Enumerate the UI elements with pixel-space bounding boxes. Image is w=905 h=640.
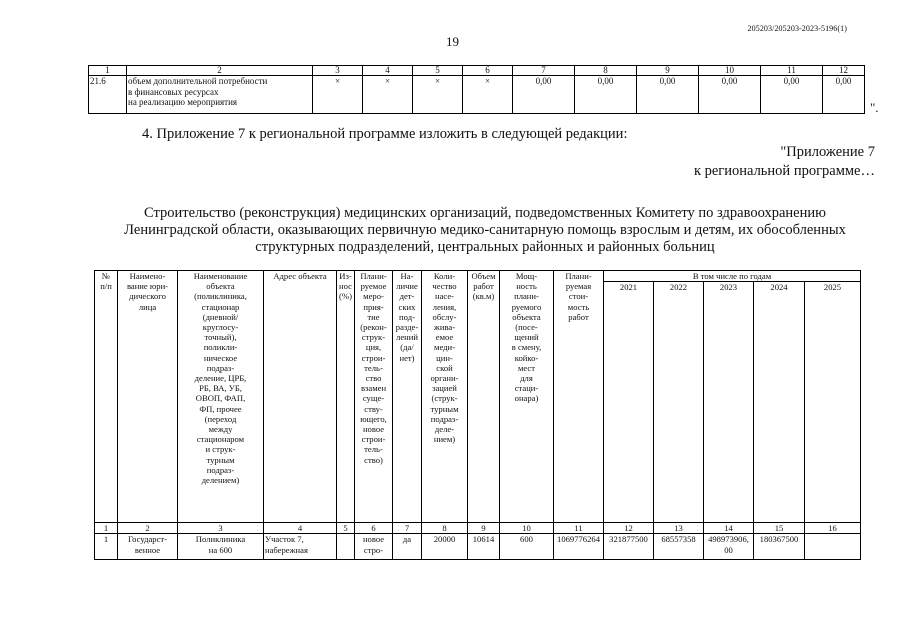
text-line: (струк- bbox=[431, 393, 458, 404]
text-line: строи- bbox=[361, 434, 386, 445]
text-line: ническое bbox=[203, 352, 238, 363]
col-number: 8 bbox=[575, 66, 637, 76]
text-line: ству- bbox=[364, 403, 383, 414]
text-line: обслу- bbox=[432, 311, 457, 322]
header-capacity bbox=[500, 271, 554, 523]
text-line: Из- bbox=[339, 271, 352, 281]
appendix-label: "Приложение 7 bbox=[780, 144, 875, 160]
row-wear bbox=[337, 534, 355, 560]
text-line: ФП, прочее bbox=[199, 403, 242, 414]
table-row bbox=[95, 534, 861, 560]
text-line: руемая bbox=[565, 281, 592, 292]
text-line: 00 bbox=[724, 544, 733, 555]
col-number: 12 bbox=[604, 523, 654, 534]
table-cell: 0,00 bbox=[575, 76, 637, 114]
text-line: ских bbox=[398, 301, 416, 312]
header-planned-event bbox=[355, 271, 393, 523]
col-number: 2 bbox=[118, 523, 178, 534]
text-line: подраз- bbox=[430, 413, 459, 424]
text-line: взамен bbox=[360, 383, 387, 394]
col-number: 5 bbox=[337, 523, 355, 534]
text-line: прия- bbox=[363, 301, 384, 312]
appendix-sublabel: к региональной программе… bbox=[693, 163, 875, 179]
col-number: 4 bbox=[363, 66, 413, 76]
text-line: (кв.м) bbox=[472, 291, 495, 302]
text-line: Мощ- bbox=[515, 271, 538, 281]
text-line: Плани- bbox=[565, 271, 592, 281]
header-year: 2024 bbox=[754, 282, 805, 523]
page-title bbox=[90, 205, 880, 256]
col-number: 6 bbox=[463, 66, 513, 76]
text-line: руемого bbox=[511, 301, 542, 312]
row-event bbox=[355, 534, 393, 560]
row-volume: 10614 bbox=[468, 534, 500, 560]
text-line: суще- bbox=[362, 393, 385, 404]
text-line: новое bbox=[362, 534, 385, 545]
text-line: стаци- bbox=[514, 383, 539, 394]
table-cell: 0,00 bbox=[637, 76, 699, 114]
text-line: на 600 bbox=[208, 544, 233, 555]
text-line: ство bbox=[365, 373, 382, 384]
col-number: 3 bbox=[178, 523, 264, 534]
text-line: чество bbox=[432, 281, 457, 292]
col-number: 16 bbox=[805, 523, 861, 534]
table-cell: × bbox=[413, 76, 463, 114]
text-line: стро- bbox=[363, 544, 384, 555]
row-name-line: на реализацию мероприятия bbox=[128, 97, 238, 107]
row-name-line: в финансовых ресурсах bbox=[128, 86, 219, 97]
text-line: деле- bbox=[434, 424, 455, 435]
header-wear bbox=[337, 271, 355, 523]
text-line: Государст- bbox=[127, 534, 168, 545]
text-line: круглосу- bbox=[202, 322, 239, 333]
text-line: цин- bbox=[436, 352, 453, 363]
text-line: работ bbox=[568, 311, 589, 322]
table-cell: 0,00 bbox=[513, 76, 575, 114]
col-number: 8 bbox=[422, 523, 468, 534]
table-cell: × bbox=[363, 76, 413, 114]
col-number: 2 bbox=[127, 66, 313, 76]
header-row-1 bbox=[95, 271, 861, 282]
header-year: 2023 bbox=[704, 282, 754, 523]
col-number: 4 bbox=[264, 523, 337, 534]
page-number: 19 bbox=[446, 34, 459, 49]
text-line: тель- bbox=[364, 444, 383, 455]
table-cell: × bbox=[463, 76, 513, 114]
text-line: Участок 7, bbox=[265, 534, 304, 545]
text-line: меди- bbox=[434, 342, 455, 353]
text-line: подраз- bbox=[206, 464, 235, 475]
col-number: 15 bbox=[754, 523, 805, 534]
text-line: под- bbox=[399, 311, 415, 322]
text-line: ность bbox=[516, 281, 537, 292]
text-line: стационар bbox=[201, 301, 240, 312]
text-line: (%) bbox=[339, 291, 352, 302]
top-table-column-numbers bbox=[89, 66, 865, 76]
col-number: 9 bbox=[468, 523, 500, 534]
text-line: объекта bbox=[512, 311, 541, 322]
text-line: лица bbox=[138, 301, 157, 312]
text-line: емое bbox=[435, 332, 454, 343]
text-line: деление, ЦРБ, bbox=[194, 373, 247, 384]
text-line: струк- bbox=[361, 332, 386, 343]
text-line: делением) bbox=[201, 475, 240, 486]
column-numbers-row bbox=[95, 523, 861, 534]
text-line: нос bbox=[339, 281, 352, 292]
text-line: для bbox=[520, 373, 533, 384]
col-number: 1 bbox=[89, 66, 127, 76]
title-line: Строительство (реконструкция) медицинских организаций, подведомственных Комитету по здравоохранению bbox=[144, 205, 826, 221]
text-line: На- bbox=[400, 271, 414, 281]
text-line: койко- bbox=[514, 352, 539, 363]
row-address bbox=[264, 534, 337, 560]
text-line: разде- bbox=[395, 322, 419, 333]
text-line: мест bbox=[517, 362, 536, 373]
col-number: 11 bbox=[554, 523, 604, 534]
text-line: онара) bbox=[514, 393, 539, 404]
text-line: (переход bbox=[204, 413, 237, 424]
text-line: жива- bbox=[433, 322, 456, 333]
text-line: Наимено- bbox=[129, 271, 166, 281]
header-volume bbox=[468, 271, 500, 523]
text-line: Коли- bbox=[433, 271, 456, 281]
title-line: структурных подразделений, центральных районных и районных больниц bbox=[255, 239, 715, 255]
header-object-name bbox=[178, 271, 264, 523]
header-no: № п/п bbox=[95, 271, 118, 523]
text-line: стои- bbox=[568, 291, 589, 302]
text-line: набережная bbox=[265, 544, 308, 555]
text-line: объекта bbox=[206, 281, 235, 292]
col-number: 14 bbox=[704, 523, 754, 534]
text-line: Поликлиника bbox=[195, 534, 246, 545]
row-legal-entity bbox=[118, 534, 178, 560]
header-planned-cost bbox=[554, 271, 604, 523]
main-table bbox=[94, 270, 861, 560]
text-line: мость bbox=[567, 301, 590, 312]
row-capacity: 600 bbox=[500, 534, 554, 560]
text-line: лений bbox=[396, 332, 418, 343]
document-id: 205203/205203-2023-5196(1) bbox=[747, 24, 847, 33]
col-number: 9 bbox=[637, 66, 699, 76]
text-line: ской bbox=[436, 362, 453, 373]
text-line: точный), bbox=[204, 332, 237, 343]
table-cell: 0,00 bbox=[823, 76, 865, 114]
header-year: 2021 bbox=[604, 282, 654, 523]
text-line: (посе- bbox=[515, 322, 538, 333]
text-line: ющего, bbox=[360, 413, 387, 424]
row-object bbox=[178, 534, 264, 560]
row-name-line: объем дополнительной потребности bbox=[128, 76, 268, 86]
text-line: турным bbox=[430, 403, 459, 414]
row-2022: 68557358 bbox=[654, 534, 704, 560]
text-line: турным bbox=[206, 454, 235, 465]
text-line: работ bbox=[473, 281, 494, 292]
text-line: плани- bbox=[514, 291, 539, 302]
text-line: Адрес объекта bbox=[273, 271, 327, 281]
text-line: органи- bbox=[430, 373, 459, 384]
row-cost: 1069776264 bbox=[554, 534, 604, 560]
text-line: щений bbox=[514, 332, 539, 343]
text-line: (поликлиника, bbox=[194, 291, 247, 302]
text-line: новое bbox=[362, 424, 385, 435]
text-line: (да/ bbox=[400, 342, 414, 353]
text-line: подраз- bbox=[206, 362, 235, 373]
text-line: меро- bbox=[363, 291, 384, 302]
col-number: 12 bbox=[823, 66, 865, 76]
text-line: 498973906, bbox=[708, 534, 749, 545]
text-line: между bbox=[208, 424, 233, 435]
row-2025 bbox=[805, 534, 861, 560]
table-row bbox=[89, 76, 865, 114]
text-line: ления, bbox=[432, 301, 457, 312]
header-address bbox=[264, 271, 337, 523]
col-number: 1 bbox=[95, 523, 118, 534]
text-line: стационаром bbox=[196, 434, 245, 445]
text-line: вание юри- bbox=[126, 281, 169, 292]
col-number: 13 bbox=[654, 523, 704, 534]
col-number: 5 bbox=[413, 66, 463, 76]
col-number: 3 bbox=[313, 66, 363, 76]
row-2023 bbox=[704, 534, 754, 560]
text-line: насе- bbox=[434, 291, 454, 302]
top-table bbox=[88, 65, 865, 114]
text-line: нет) bbox=[399, 352, 415, 363]
text-line: (рекон- bbox=[360, 322, 387, 333]
row-2021: 321877500 bbox=[604, 534, 654, 560]
table-cell: 0,00 bbox=[699, 76, 761, 114]
col-number: 10 bbox=[699, 66, 761, 76]
header-year: 2022 bbox=[654, 282, 704, 523]
row-population: 20000 bbox=[422, 534, 468, 560]
text-line: Объем bbox=[471, 271, 496, 281]
end-quote: ". bbox=[870, 100, 879, 115]
text-line: руемое bbox=[360, 281, 387, 292]
col-number: 6 bbox=[355, 523, 393, 534]
header-legal-entity bbox=[118, 271, 178, 523]
text-line: ОВОП, ФАП, bbox=[195, 393, 246, 404]
header-years-group: В том числе по годам bbox=[604, 271, 861, 282]
row-name bbox=[127, 76, 313, 114]
text-line: дического bbox=[129, 291, 166, 302]
row-children: да bbox=[393, 534, 422, 560]
text-line: тие bbox=[367, 311, 380, 322]
text-line: строи- bbox=[361, 352, 386, 363]
text-line: в смену, bbox=[511, 342, 542, 353]
text-line: личие bbox=[396, 281, 418, 292]
amendment-paragraph: 4. Приложение 7 к региональной программе изложить в следующей редакции: bbox=[142, 126, 628, 142]
text-line: венное bbox=[134, 544, 161, 555]
header-children-units bbox=[393, 271, 422, 523]
row-number: 1 bbox=[95, 534, 118, 560]
row-2024: 180367500 bbox=[754, 534, 805, 560]
text-line: поликли- bbox=[203, 342, 238, 353]
text-line: тель- bbox=[364, 362, 383, 373]
col-number: 7 bbox=[513, 66, 575, 76]
text-line: нием) bbox=[433, 434, 456, 445]
text-line: ция, bbox=[365, 342, 382, 353]
text-line: (дневной/ bbox=[202, 311, 239, 322]
col-number: 10 bbox=[500, 523, 554, 534]
text-line: дет- bbox=[399, 291, 415, 302]
table-cell: × bbox=[313, 76, 363, 114]
header-year: 2025 bbox=[805, 282, 861, 523]
col-number: 7 bbox=[393, 523, 422, 534]
table-cell: 0,00 bbox=[761, 76, 823, 114]
header-population bbox=[422, 271, 468, 523]
text-line: зацией bbox=[432, 383, 457, 394]
title-line: Ленинградской области, оказывающих первичную медико-санитарную помощь взрослым и детям, их обособленных bbox=[124, 222, 846, 238]
text-line: Наименование bbox=[193, 271, 248, 281]
text-line: и струк- bbox=[205, 444, 236, 455]
text-line: РБ, ВА, УБ, bbox=[199, 383, 242, 394]
col-number: 11 bbox=[761, 66, 823, 76]
text-line: Плани- bbox=[360, 271, 387, 281]
row-number: 21.6 bbox=[89, 76, 127, 114]
text-line: ство) bbox=[364, 454, 383, 465]
